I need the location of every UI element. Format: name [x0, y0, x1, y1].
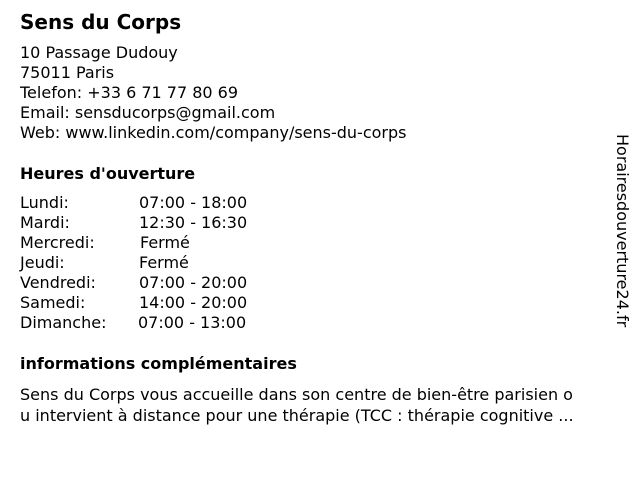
hours-value: 07:00 - 18:00	[139, 193, 248, 212]
site-watermark	[612, 134, 632, 344]
additional-info-text	[20, 384, 626, 426]
hours-row-tuesday	[20, 213, 320, 233]
hours-row-thursday	[20, 253, 320, 273]
email-address: Email: sensducorps@gmail.com	[20, 103, 276, 122]
phone-number: Telefon: +33 6 71 77 80 69	[20, 83, 239, 102]
hours-row-wednesday	[20, 233, 320, 253]
contact-block	[20, 43, 406, 143]
day-label: Jeudi:	[20, 253, 65, 272]
hours-value: Fermé	[139, 253, 189, 272]
hours-value: 12:30 - 16:30	[139, 213, 248, 232]
hours-value: 14:00 - 20:00	[139, 293, 248, 312]
hours-value: 07:00 - 13:00	[138, 313, 247, 332]
hours-row-friday	[20, 273, 320, 293]
hours-value: 07:00 - 20:00	[139, 273, 248, 292]
opening-hours-heading: Heures d'ouverture	[20, 164, 196, 183]
day-label: Vendredi:	[20, 273, 96, 292]
address-city: 75011 Paris	[20, 63, 115, 82]
hours-row-saturday	[20, 293, 320, 313]
hours-value: Fermé	[140, 233, 190, 252]
day-label: Samedi:	[20, 293, 86, 312]
business-name: Sens du Corps	[20, 10, 182, 34]
hours-row-sunday	[20, 313, 320, 333]
website-url: Web: www.linkedin.com/company/sens-du-corps	[20, 123, 407, 142]
opening-hours-table	[20, 193, 320, 333]
info-line-2: u intervient à distance pour une thérapie (TCC : thérapie cognitive ...	[20, 406, 574, 425]
address-street: 10 Passage Dudouy	[20, 43, 178, 62]
additional-info-heading: informations complémentaires	[20, 354, 297, 373]
hours-row-monday	[20, 193, 320, 213]
day-label: Mardi:	[20, 213, 70, 232]
watermark-text: Horairesdouverture24.fr	[613, 134, 632, 328]
info-line-1: Sens du Corps vous accueille dans son centre de bien-être parisien o	[20, 385, 573, 404]
day-label: Mercredi:	[20, 233, 95, 252]
day-label: Dimanche:	[20, 313, 107, 332]
day-label: Lundi:	[20, 193, 69, 212]
